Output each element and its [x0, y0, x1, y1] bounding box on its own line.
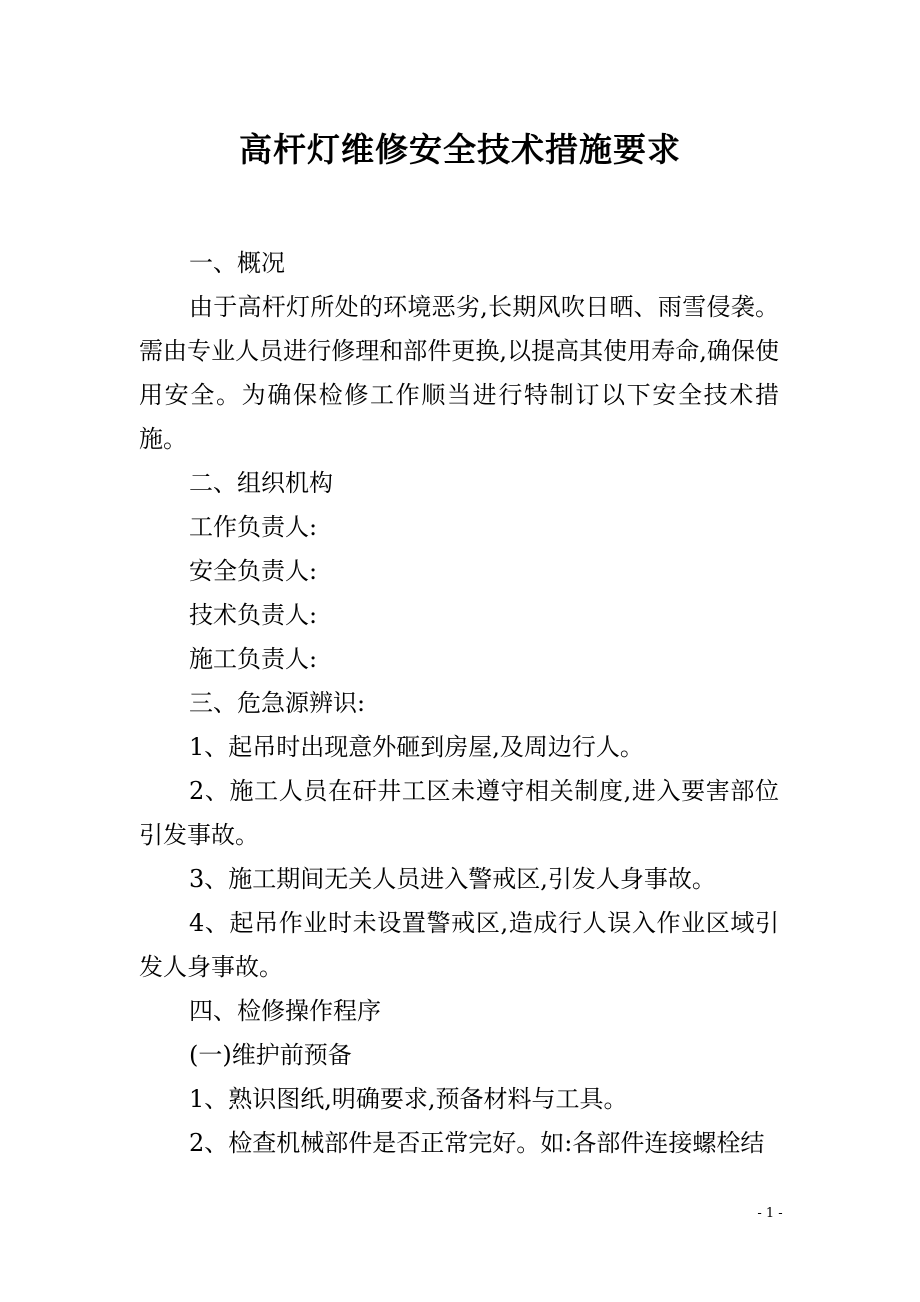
document-title: 高杆灯维修安全技术措施要求 — [239, 130, 681, 169]
document-body — [139, 241, 779, 1165]
page-number: - 1 - — [757, 1206, 783, 1221]
list-item-hazard-4: 4、起吊作业时未设置警戒区,造成行人误入作业区域引发人身事故。 — [139, 909, 779, 981]
section-heading-procedure: 四、检修操作程序 — [189, 997, 381, 1025]
list-item-hazard-1: 1、起吊时出现意外砸到房屋,及周边行人。 — [189, 733, 644, 761]
list-item-preparation-1: 1、熟识图纸,明确要求,预备材料与工具。 — [189, 1085, 628, 1113]
field-work-leader: 工作负责人: — [189, 513, 318, 541]
field-construction-leader: 施工负责人: — [189, 645, 318, 673]
section-heading-hazards: 三、危急源辨识: — [189, 689, 366, 717]
field-technical-leader: 技术负责人: — [189, 601, 318, 629]
section-heading-organization: 二、组织机构 — [189, 469, 333, 497]
section-heading-overview: 一、概况 — [189, 249, 285, 277]
subsection-heading-preparation: (一)维护前预备 — [189, 1041, 352, 1069]
paragraph-overview: 由于高杆灯所处的环境恶劣,长期风吹日晒、雨雪侵袭。需由专业人员进行修理和部件更换,以提高其使用寿命,确保使用安全。为确保检修工作顺当进行特制订以下安全技术措施。 — [139, 293, 779, 453]
field-safety-leader: 安全负责人: — [189, 557, 318, 585]
list-item-hazard-2: 2、施工人员在矸井工区未遵守相关制度,进入要害部位引发事故。 — [139, 777, 779, 849]
list-item-hazard-3: 3、施工期间无关人员进入警戒区,引发人身事故。 — [189, 865, 716, 893]
list-item-preparation-2: 2、检查机械部件是否正常完好。如:各部件连接螺栓结 — [189, 1129, 765, 1157]
